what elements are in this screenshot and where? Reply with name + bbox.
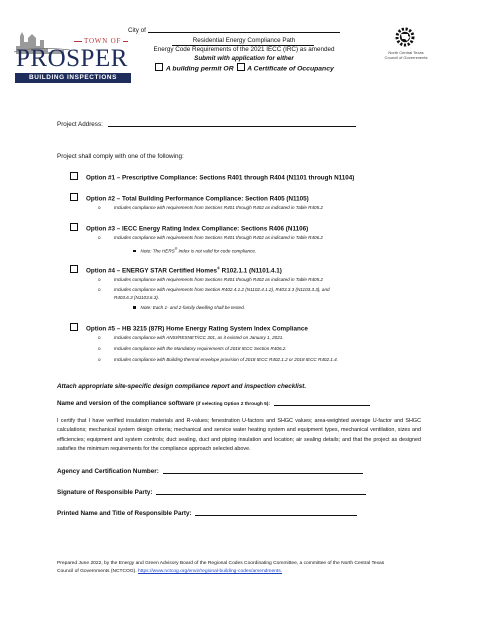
bullet-marker: o	[98, 335, 101, 340]
note-bullet-icon	[133, 250, 136, 253]
nctcog-logo	[378, 26, 434, 64]
certificate-occupancy-label: A Certificate of Occupancy	[247, 65, 334, 73]
software-note: (if selecting Option 2 through 5):	[195, 402, 271, 407]
option-1	[70, 172, 354, 182]
project-address-row	[57, 121, 356, 128]
option-2-sub	[98, 205, 323, 210]
signature-label: Signature of Responsible Party:	[57, 489, 153, 496]
option-4-label: Option #4 – ENERGY STAR Certified Homes	[86, 267, 217, 275]
bullet-marker: o	[98, 346, 101, 351]
city-of-line	[128, 26, 360, 35]
option-1-label: Option #1 – Prescriptive Compliance: Sections R401 through R404 (N1101 through N1104)	[86, 174, 355, 182]
registered-mark: ®	[216, 265, 220, 271]
form-subtitle: Energy Code Requirements of the 2021 IECC (IRC) as amended	[153, 46, 335, 53]
registered-mark: ®	[174, 247, 178, 251]
option-4-sub-2-text: Includes compliance with requirements from Section R402.4.1.2 (N1102.4.1.2), R403.3.3 (N1103.3.3), and	[114, 287, 330, 292]
footer-text: Prepared June 2022, by the Energy and Green Advisory Board of the Regional Codes Coordinating Committee, a committee of the North Central Texas Council of Governments (NCTCOG).	[57, 561, 385, 574]
bullet-marker: o	[98, 277, 101, 282]
footer-note	[57, 560, 387, 576]
option-5-sub-1-text: Includes compliance with ANSI/RESNET/ICC 301, as it existed on January 1, 2021.	[114, 335, 284, 340]
footer-link[interactable]: https://www.nctcog.org/envir/regional-building-codes/amendments.	[138, 569, 283, 574]
option-2-checkbox[interactable]	[70, 193, 78, 201]
option-4	[70, 265, 282, 275]
option-1-checkbox[interactable]	[70, 172, 78, 180]
printed-name-field[interactable]	[195, 515, 357, 516]
option-4-sub-2-text-cont: R403.6.3 (N1103.6.3).	[114, 295, 160, 300]
option-5-sub-3-text: Includes compliance with Building thermal envelope provision of 2018 IECC R402.1.2 or 2018 IECC R402.1.4.	[114, 357, 338, 362]
option-4-sub-2-cont	[114, 295, 159, 300]
printed-name-row	[57, 510, 357, 517]
option-4-sub-1	[98, 277, 323, 282]
submit-instruction: Submit with application for either	[194, 55, 294, 62]
logo-department: BUILDING INSPECTIONS	[15, 73, 131, 83]
option-3	[70, 223, 308, 233]
option-5-sub-2	[98, 346, 287, 351]
option-5-checkbox[interactable]	[70, 323, 78, 331]
agency-label: Agency and Certification Number:	[57, 468, 159, 475]
city-of-label: City of	[128, 27, 146, 34]
permit-choice-line	[128, 63, 360, 74]
option-4-checkbox[interactable]	[70, 265, 78, 273]
logo-name: PROSPER	[16, 45, 128, 72]
cog-line1: North Central Texas	[388, 50, 424, 55]
option-2	[70, 193, 309, 203]
certificate-occupancy-checkbox[interactable]	[237, 63, 245, 71]
software-row	[57, 400, 370, 407]
printed-name-label: Printed Name and Title of Responsible Party:	[57, 510, 192, 517]
bullet-marker: o	[98, 357, 101, 362]
logo-town-of: TOWN OF	[84, 37, 122, 45]
signature-row	[57, 489, 366, 496]
form-title: Residential Energy Compliance Path	[192, 37, 296, 44]
bullet-marker: o	[98, 205, 101, 210]
option-4-sub-1-text: Includes compliance with requirements from Sections R401 through R402 as indicated in Table R405.2	[114, 277, 323, 282]
or-label: OR	[223, 65, 234, 73]
option-2-sub-text: Includes compliance with requirements from Sections R401 through R402 as indicated in Table R405.2	[114, 205, 323, 210]
option-5-label: Option #5 – HB 3215 (87R) Home Energy Rating System Index Compliance	[86, 325, 308, 333]
cog-line2: Council of Governments	[384, 55, 428, 60]
option-2-label: Option #2 – Total Building Performance Compliance: Section R405 (N1105)	[86, 195, 309, 203]
certification-statement: I certify that I have verified insulation materials and R-values; fenestration U-factors and SHGC values; area-weighted average U-factor and SHGC calculations; mechanical system design criteria; mechanical and service water heating system and equipment types, mechanical ventilation, sizes and efficiencies; equipment and system controls; duct sealing, duct and piping insulation and location; air sealing details; and that the project as designed satisfies the minimum requirements for the compliance approach selected above.	[57, 418, 421, 452]
option-5-sub-2-text: Includes compliance with the Mandatory requirements of 2018 IECC Section R406.2.	[114, 346, 287, 351]
prosper-logo	[12, 28, 130, 84]
option-3-note-text: Note: The HERS	[140, 248, 175, 254]
option-4-sub-2	[98, 287, 330, 292]
software-label: Name and version of the compliance software	[57, 400, 195, 407]
option-3-sub	[98, 235, 323, 240]
option-5	[70, 323, 308, 333]
bullet-marker: o	[98, 287, 101, 292]
option-5-sub-1	[98, 335, 284, 340]
option-4-label-tail: R102.1.1 (N1101.4.1)	[219, 267, 282, 275]
project-address-field[interactable]	[108, 126, 356, 127]
agency-row	[57, 468, 363, 475]
texas-gear-icon	[392, 26, 418, 48]
building-permit-checkbox[interactable]	[155, 63, 163, 71]
option-4-note-text: Note: Each 1- and 2-family dwelling shall be tested.	[140, 305, 245, 310]
option-3-note-tail: index is not valid for code compliance.	[177, 248, 257, 254]
option-3-checkbox[interactable]	[70, 223, 78, 231]
agency-field[interactable]	[163, 473, 363, 474]
option-3-note	[133, 247, 256, 254]
option-4-note	[133, 305, 245, 310]
option-5-sub-3	[98, 357, 338, 362]
bullet-marker: o	[98, 235, 101, 240]
option-3-label: Option #3 – IECC Energy Rating Index Compliance: Sections R406 (N1106)	[86, 225, 309, 233]
note-bullet-icon	[133, 306, 136, 309]
building-permit-label: A building permit	[165, 65, 222, 73]
city-of-blank[interactable]	[148, 32, 340, 33]
software-field[interactable]	[274, 405, 370, 406]
comply-intro: Project shall comply with one of the following:	[57, 153, 184, 160]
option-3-sub-text: Includes compliance with requirements from Sections R401 through R402 as indicated in Table R406.2	[114, 235, 323, 240]
signature-field[interactable]	[156, 494, 366, 495]
project-address-label: Project Address:	[57, 121, 103, 128]
attach-instruction: Attach appropriate site-specific design compliance report and inspection checklist.	[57, 383, 307, 390]
